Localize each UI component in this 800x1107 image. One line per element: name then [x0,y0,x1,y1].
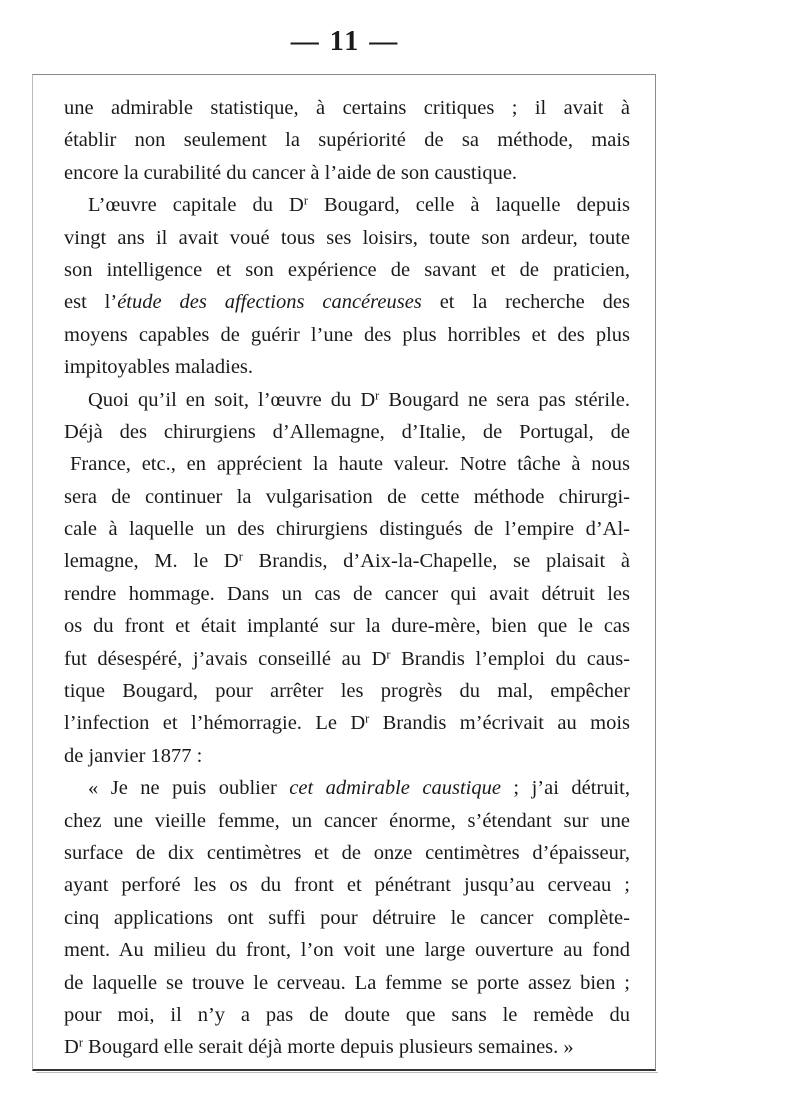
text-line: L’œuvre capitale du $D^r$ Bougard, celle à laquelle depuis [88,193,630,217]
body-text [64,92,630,1064]
text-line: chez une vieille femme, un cancer énorme, s’étendant sur une [64,809,630,832]
page-number: — 11 — [290,26,400,57]
text-line: os du front et était implanté sur la dure-mère, bien que le cas [64,615,630,638]
page-border-shadow [36,1072,658,1073]
text-line: encore la curabilité du cancer à l’aide de son caustique. [64,161,518,184]
text-line: surface de dix centimètres et de onze centimètres d’épaisseur, [64,841,630,864]
text-line: « Je ne puis oublier cet admirable caustique ; j’ai détruit, [88,777,630,800]
text-line: sera de continuer la vulgarisation de cette méthode chirurgi- [64,485,630,508]
text-line: de janvier 1877 : [64,744,203,767]
text-line: moyens capables de guérir l’une des plus horribles et des plus [64,323,630,346]
text-line: ment. Au milieu du front, l’on voit une large ouverture au fond [64,939,630,962]
text-line: pour moi, il n’y a pas de doute que sans le remède du [64,1003,630,1026]
text-line: impitoyables maladies. [64,356,254,379]
text-line: cale à laquelle un des chirurgiens distingués de l’empire d’Al- [64,518,630,541]
text-line: ayant perforé les os du front et pénétrant jusqu’au cerveau ; [64,874,630,897]
text-line: $D^r$ Bougard elle serait déjà morte depuis plusieurs semaines. » [64,1035,574,1059]
text-line: une admirable statistique, à certains critiques ; il avait à [64,97,630,119]
text-line: Quoi qu’il en soit, l’œuvre du $D^r$ Bougard ne sera pas stérile. [88,387,630,411]
text-line: France, etc., en apprécient la haute valeur. Notre tâche à nous [70,453,630,476]
text-line: Déjà des chirurgiens d’Allemagne, d’Italie, de Portugal, de [64,420,630,443]
text-line: de laquelle se trouve le cerveau. La femme se porte assez bien ; [64,971,630,994]
text-line: cinq applications ont suffi pour détruire le cancer complète- [64,906,630,929]
text-line: rendre hommage. Dans un cas de cancer qui avait détruit les [64,582,630,605]
text-line: établir non seulement la supériorité de sa méthode, mais [64,129,630,152]
text-line: est l’étude des affections cancéreuses et la recherche des [64,291,630,314]
text-line: tique Bougard, pour arrêter les progrès du mal, empêcher [64,680,630,703]
text-line: lemagne, M. le $D^r$ Brandis, d’Aix-la-Chapelle, se plaisait à [64,549,630,573]
text-line: fut désespéré, j’avais conseillé au $D^r$ Brandis l’emploi du caus- [64,646,631,670]
text-line: vingt ans il avait voué tous ses loisirs, toute son ardeur, toute [64,226,630,249]
text-line: son intelligence et son expérience de savant et de praticien, [64,258,630,281]
text-line: l’infection et l’hémorragie. Le $D^r$ Brandis m’écrivait au mois [64,711,630,735]
